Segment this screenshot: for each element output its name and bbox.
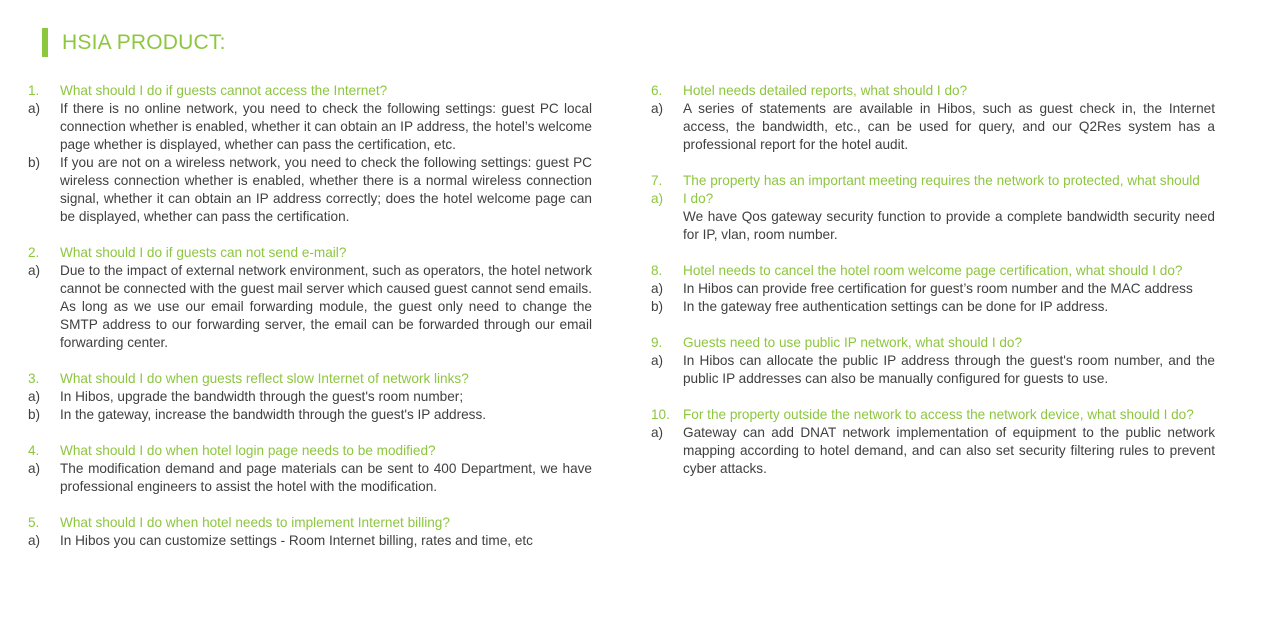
question-number: 1. <box>28 83 40 98</box>
answer-marker: a) <box>28 533 41 548</box>
question-row <box>28 244 592 262</box>
faq-item-7 <box>651 172 1215 244</box>
answer-row <box>651 100 1215 154</box>
answer-marker: a) <box>651 353 664 368</box>
answer-text: We have Qos gateway security function to provide a complete bandwidth security need for IP, vlan, room number. <box>683 209 1215 242</box>
question-number: 2. <box>28 245 40 260</box>
question-text-continued: I do? <box>683 191 714 206</box>
answer-row <box>651 352 1215 388</box>
question-text: What should I do when guests reflect slow Internet of network links? <box>60 371 469 386</box>
question-number: 7. <box>651 173 663 188</box>
answer-marker: b) <box>28 407 41 422</box>
answer-marker: a) <box>28 101 41 116</box>
title-accent-bar <box>42 28 48 57</box>
answer-text: The modification demand and page materials can be sent to 400 Department, we have professional engineers to assist the hotel with the modification. <box>60 461 592 494</box>
question-number: 8. <box>651 263 663 278</box>
answer-marker: b) <box>651 299 664 314</box>
question-row <box>651 406 1215 424</box>
question-number: 3. <box>28 371 40 386</box>
question-text: What should I do if guests can not send e-mail? <box>60 245 347 260</box>
question-text: Hotel needs to cancel the hotel room welcome page certification, what should I do? <box>683 263 1183 278</box>
answer-marker <box>651 208 683 244</box>
question-number: 4. <box>28 443 40 458</box>
faq-item-5 <box>28 514 592 550</box>
answer-row <box>28 388 592 406</box>
faq-item-2 <box>28 244 592 352</box>
answer-text: If you are not on a wireless network, you need to check the following settings: guest PC wireless connection whether is enabled, whether there is a normal wireless connection signal, whether it can obtain an IP address correctly; does the hotel welcome page can be displayed, whether can pass the certification. <box>60 155 592 224</box>
answer-row <box>28 532 592 550</box>
faq-column-right <box>651 82 1215 496</box>
answer-text: In the gateway free authentication settings can be done for IP address. <box>683 299 1109 314</box>
question-text: Hotel needs detailed reports, what should I do? <box>683 83 968 98</box>
answer-text: In Hibos, upgrade the bandwidth through the guest's room number; <box>60 389 464 404</box>
faq-item-10 <box>651 406 1215 478</box>
answer-row <box>28 100 592 154</box>
faq-item-4 <box>28 442 592 496</box>
page-header <box>42 28 226 57</box>
faq-item-6 <box>651 82 1215 154</box>
answer-row <box>651 280 1215 298</box>
question-row <box>28 514 592 532</box>
question-row <box>651 334 1215 352</box>
question-text: The property has an important meeting requires the network to protected, what should <box>683 173 1200 188</box>
answer-row <box>28 406 592 424</box>
faq-item-1 <box>28 82 592 226</box>
answer-marker: a) <box>651 281 664 296</box>
question-number: 9. <box>651 335 663 350</box>
question-number: 6. <box>651 83 663 98</box>
question-number: 5. <box>28 515 40 530</box>
answer-text: In Hibos can allocate the public IP address through the guest's room number, and the public IP addresses can also be manually configured for guests to use. <box>683 353 1215 386</box>
answer-text: In Hibos you can customize settings - Room Internet billing, rates and time, etc <box>60 533 533 548</box>
question-text: For the property outside the network to access the network device, what should I do? <box>683 407 1194 422</box>
answer-row <box>28 460 592 496</box>
question-text: Guests need to use public IP network, what should I do? <box>683 335 1023 350</box>
answer-text: In the gateway, increase the bandwidth through the guest's IP address. <box>60 407 487 422</box>
question-row <box>651 82 1215 100</box>
answer-marker: a) <box>28 389 41 404</box>
answer-text: A series of statements are available in Hibos, such as guest check in, the Internet access, the bandwidth, etc., can be used for query, and our Q2Res system has a professional report for the hotel audit. <box>683 101 1215 152</box>
answer-row <box>651 424 1215 478</box>
answer-marker: a) <box>651 191 664 206</box>
answer-text: Gateway can add DNAT network implementation of equipment to the public network mapping according to hotel demand, and can also set security filtering rules to prevent cyber attacks. <box>683 425 1215 476</box>
answer-text: In Hibos can provide free certification for guest’s room number and the MAC address <box>683 281 1193 296</box>
answer-row <box>28 154 592 226</box>
answer-marker: b) <box>28 155 41 170</box>
question-row-continued <box>651 190 1215 208</box>
question-row <box>28 370 592 388</box>
faq-item-3 <box>28 370 592 424</box>
answer-row <box>28 262 592 352</box>
question-text: What should I do when hotel login page needs to be modified? <box>60 443 436 458</box>
question-text: What should I do when hotel needs to implement Internet billing? <box>60 515 450 530</box>
answer-row <box>651 208 1215 244</box>
question-text: What should I do if guests cannot access the Internet? <box>60 83 388 98</box>
question-row <box>28 442 592 460</box>
answer-marker: a) <box>651 101 664 116</box>
answer-marker: a) <box>651 425 664 440</box>
answer-text: If there is no online network, you need to check the following settings: guest PC local connection whether is enabled, whether it can obtain an IP address, the hotel’s welcome page whether is displayed, whether can pass the certification, etc. <box>60 101 592 152</box>
answer-marker: a) <box>28 461 41 476</box>
answer-marker: a) <box>28 263 41 278</box>
page-title: HSIA PRODUCT: <box>62 30 226 54</box>
question-number: 10. <box>651 407 670 422</box>
faq-item-8 <box>651 262 1215 316</box>
faq-column-left <box>28 82 592 568</box>
question-row <box>28 82 592 100</box>
answer-text: Due to the impact of external network environment, such as operators, the hotel network cannot be connected with the guest mail server which caused guest cannot send emails. As long as we use our email forwarding module, the guest only need to change the SMTP address to our forwarding server, the email can be forwarded through our email forwarding center. <box>60 263 592 350</box>
question-row <box>651 262 1215 280</box>
question-row <box>651 172 1215 190</box>
answer-row <box>651 298 1215 316</box>
faq-item-9 <box>651 334 1215 388</box>
